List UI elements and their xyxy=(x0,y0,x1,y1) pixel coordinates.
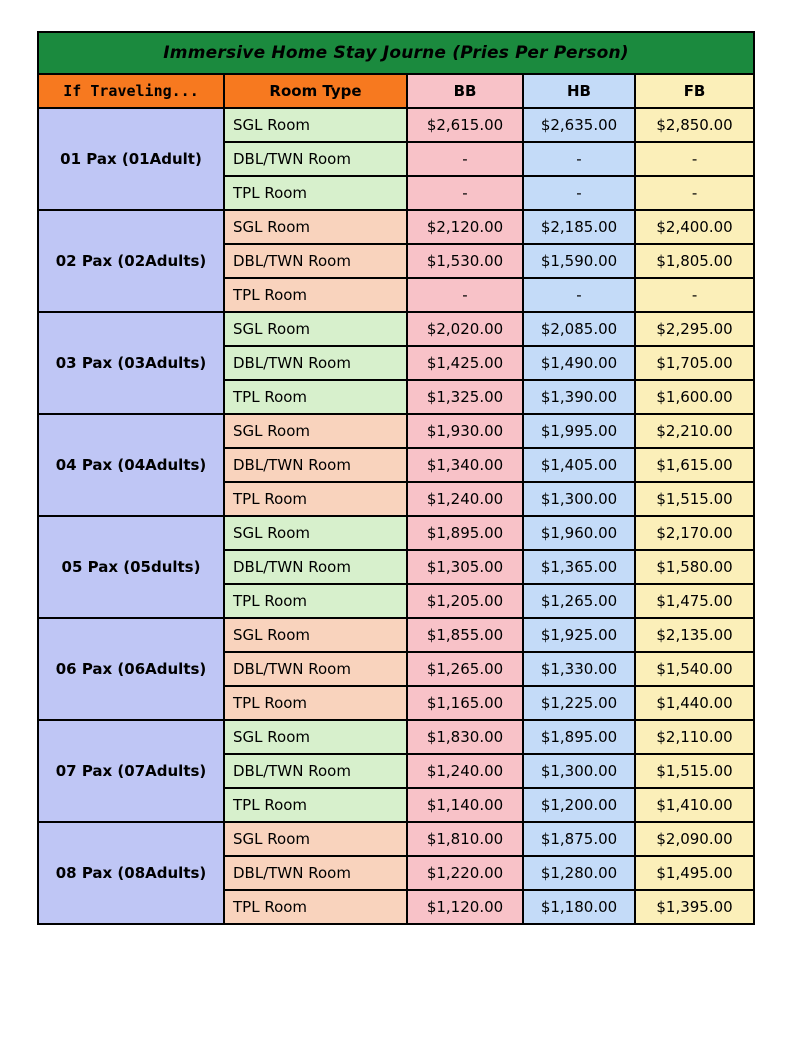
hb-price-cell: $2,085.00 xyxy=(523,312,635,346)
room-type-cell: DBL/TWN Room xyxy=(224,346,407,380)
header-fb: FB xyxy=(635,74,754,108)
bb-price-cell: $1,895.00 xyxy=(407,516,523,550)
table-row xyxy=(38,210,754,244)
room-type-cell: SGL Room xyxy=(224,210,407,244)
pax-group-label: 07 Pax (07Adults) xyxy=(38,720,224,822)
table-row xyxy=(38,822,754,856)
bb-price-cell: $1,220.00 xyxy=(407,856,523,890)
hb-price-cell: $1,995.00 xyxy=(523,414,635,448)
hb-price-cell: $1,925.00 xyxy=(523,618,635,652)
header-bb: BB xyxy=(407,74,523,108)
hb-price-cell: - xyxy=(523,176,635,210)
hb-price-cell: - xyxy=(523,278,635,312)
title-row xyxy=(38,32,754,74)
hb-price-cell: $1,300.00 xyxy=(523,754,635,788)
bb-price-cell: $1,240.00 xyxy=(407,754,523,788)
table-row xyxy=(38,720,754,754)
fb-price-cell: $2,400.00 xyxy=(635,210,754,244)
bb-price-cell: $1,265.00 xyxy=(407,652,523,686)
fb-price-cell: $1,580.00 xyxy=(635,550,754,584)
fb-price-cell: $1,515.00 xyxy=(635,754,754,788)
bb-price-cell: $1,140.00 xyxy=(407,788,523,822)
pax-group-label: 01 Pax (01Adult) xyxy=(38,108,224,210)
hb-price-cell: - xyxy=(523,142,635,176)
header-row xyxy=(38,74,754,108)
room-type-cell: TPL Room xyxy=(224,788,407,822)
bb-price-cell: $1,425.00 xyxy=(407,346,523,380)
table-row xyxy=(38,414,754,448)
pricing-table-container xyxy=(37,31,753,925)
bb-price-cell: $1,810.00 xyxy=(407,822,523,856)
fb-price-cell: $1,475.00 xyxy=(635,584,754,618)
room-type-cell: DBL/TWN Room xyxy=(224,550,407,584)
table-row xyxy=(38,312,754,346)
bb-price-cell: $2,020.00 xyxy=(407,312,523,346)
fb-price-cell: $2,170.00 xyxy=(635,516,754,550)
hb-price-cell: $1,960.00 xyxy=(523,516,635,550)
hb-price-cell: $2,185.00 xyxy=(523,210,635,244)
hb-price-cell: $1,330.00 xyxy=(523,652,635,686)
room-type-cell: SGL Room xyxy=(224,618,407,652)
hb-price-cell: $1,265.00 xyxy=(523,584,635,618)
bb-price-cell: $1,165.00 xyxy=(407,686,523,720)
table-row xyxy=(38,618,754,652)
fb-price-cell: $2,295.00 xyxy=(635,312,754,346)
room-type-cell: DBL/TWN Room xyxy=(224,448,407,482)
header-room-type: Room Type xyxy=(224,74,407,108)
bb-price-cell: $1,530.00 xyxy=(407,244,523,278)
bb-price-cell: $1,305.00 xyxy=(407,550,523,584)
header-traveling: If Traveling... xyxy=(38,74,224,108)
room-type-cell: SGL Room xyxy=(224,414,407,448)
fb-price-cell: $1,495.00 xyxy=(635,856,754,890)
bb-price-cell: - xyxy=(407,278,523,312)
bb-price-cell: - xyxy=(407,176,523,210)
fb-price-cell: $2,210.00 xyxy=(635,414,754,448)
hb-price-cell: $1,180.00 xyxy=(523,890,635,924)
pax-group-label: 04 Pax (04Adults) xyxy=(38,414,224,516)
bb-price-cell: $2,615.00 xyxy=(407,108,523,142)
fb-price-cell: $1,515.00 xyxy=(635,482,754,516)
fb-price-cell: $2,135.00 xyxy=(635,618,754,652)
pax-group-label: 02 Pax (02Adults) xyxy=(38,210,224,312)
fb-price-cell: $2,850.00 xyxy=(635,108,754,142)
bb-price-cell: $1,205.00 xyxy=(407,584,523,618)
hb-price-cell: $2,635.00 xyxy=(523,108,635,142)
header-hb: HB xyxy=(523,74,635,108)
bb-price-cell: $1,830.00 xyxy=(407,720,523,754)
table-body xyxy=(38,108,754,924)
fb-price-cell: - xyxy=(635,278,754,312)
room-type-cell: TPL Room xyxy=(224,686,407,720)
hb-price-cell: $1,490.00 xyxy=(523,346,635,380)
room-type-cell: SGL Room xyxy=(224,822,407,856)
fb-price-cell: - xyxy=(635,142,754,176)
fb-price-cell: - xyxy=(635,176,754,210)
bb-price-cell: - xyxy=(407,142,523,176)
hb-price-cell: $1,200.00 xyxy=(523,788,635,822)
table-row xyxy=(38,108,754,142)
room-type-cell: DBL/TWN Room xyxy=(224,754,407,788)
hb-price-cell: $1,225.00 xyxy=(523,686,635,720)
hb-price-cell: $1,405.00 xyxy=(523,448,635,482)
room-type-cell: DBL/TWN Room xyxy=(224,142,407,176)
room-type-cell: TPL Room xyxy=(224,584,407,618)
room-type-cell: DBL/TWN Room xyxy=(224,856,407,890)
table-title: Immersive Home Stay Journe (Pries Per Person) xyxy=(38,32,754,74)
room-type-cell: SGL Room xyxy=(224,720,407,754)
room-type-cell: SGL Room xyxy=(224,108,407,142)
room-type-cell: TPL Room xyxy=(224,482,407,516)
room-type-cell: DBL/TWN Room xyxy=(224,244,407,278)
bb-price-cell: $1,120.00 xyxy=(407,890,523,924)
fb-price-cell: $1,600.00 xyxy=(635,380,754,414)
pax-group-label: 03 Pax (03Adults) xyxy=(38,312,224,414)
pax-group-label: 06 Pax (06Adults) xyxy=(38,618,224,720)
room-type-cell: DBL/TWN Room xyxy=(224,652,407,686)
fb-price-cell: $2,110.00 xyxy=(635,720,754,754)
fb-price-cell: $1,395.00 xyxy=(635,890,754,924)
fb-price-cell: $1,805.00 xyxy=(635,244,754,278)
pricing-table xyxy=(37,31,755,925)
fb-price-cell: $1,410.00 xyxy=(635,788,754,822)
bb-price-cell: $1,930.00 xyxy=(407,414,523,448)
room-type-cell: TPL Room xyxy=(224,380,407,414)
bb-price-cell: $1,240.00 xyxy=(407,482,523,516)
hb-price-cell: $1,390.00 xyxy=(523,380,635,414)
hb-price-cell: $1,895.00 xyxy=(523,720,635,754)
hb-price-cell: $1,590.00 xyxy=(523,244,635,278)
bb-price-cell: $1,855.00 xyxy=(407,618,523,652)
bb-price-cell: $2,120.00 xyxy=(407,210,523,244)
fb-price-cell: $1,705.00 xyxy=(635,346,754,380)
hb-price-cell: $1,280.00 xyxy=(523,856,635,890)
bb-price-cell: $1,325.00 xyxy=(407,380,523,414)
room-type-cell: TPL Room xyxy=(224,278,407,312)
room-type-cell: SGL Room xyxy=(224,312,407,346)
hb-price-cell: $1,875.00 xyxy=(523,822,635,856)
fb-price-cell: $2,090.00 xyxy=(635,822,754,856)
room-type-cell: TPL Room xyxy=(224,890,407,924)
bb-price-cell: $1,340.00 xyxy=(407,448,523,482)
room-type-cell: TPL Room xyxy=(224,176,407,210)
fb-price-cell: $1,540.00 xyxy=(635,652,754,686)
hb-price-cell: $1,365.00 xyxy=(523,550,635,584)
table-row xyxy=(38,516,754,550)
pax-group-label: 05 Pax (05dults) xyxy=(38,516,224,618)
fb-price-cell: $1,615.00 xyxy=(635,448,754,482)
hb-price-cell: $1,300.00 xyxy=(523,482,635,516)
room-type-cell: SGL Room xyxy=(224,516,407,550)
pax-group-label: 08 Pax (08Adults) xyxy=(38,822,224,924)
fb-price-cell: $1,440.00 xyxy=(635,686,754,720)
